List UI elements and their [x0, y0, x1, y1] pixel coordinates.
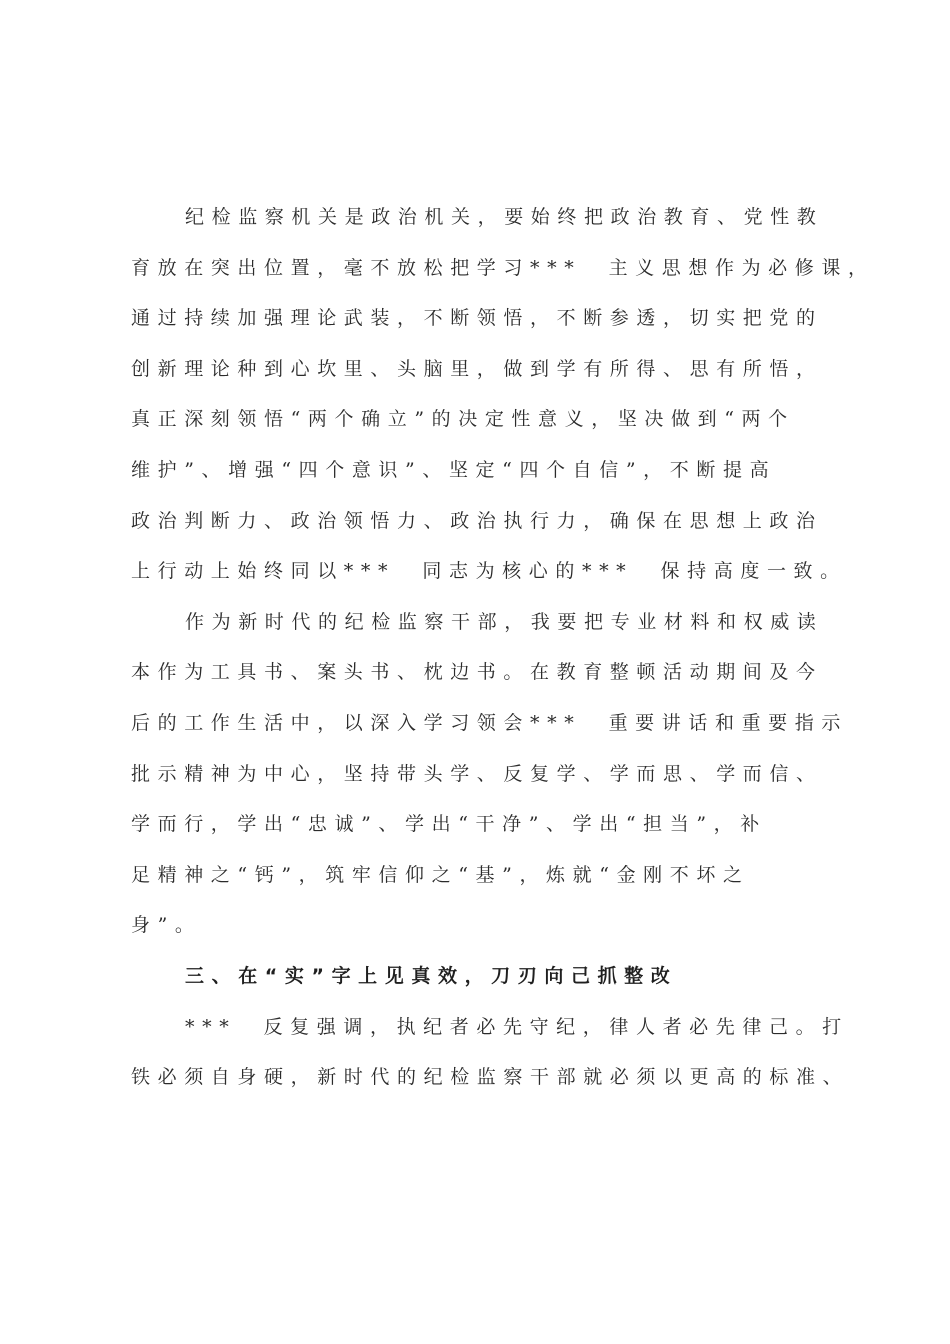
document-body [131, 195, 875, 1106]
text-line: 育放在突出位置，毫不放松把学习*** 主义思想作为必修课， [131, 256, 875, 279]
section-heading: 三、在“实”字上见真效，刀刃向己抓整改 [185, 964, 678, 987]
text-line: 足精神之“钙”，筑牢信仰之“基”，炼就“金刚不坏之 [131, 863, 750, 886]
text-line: 本作为工具书、案头书、枕边书。在教育整顿活动期间及今 [131, 661, 823, 684]
text-line: 身”。 [131, 914, 202, 937]
text-line: *** 反复强调，执纪者必先守纪，律人者必先律己。打 [185, 1015, 849, 1038]
text-line: 维护”、增强“四个意识”、坚定“四个自信”，不断提高 [131, 458, 777, 481]
text-line: 真正深刻领悟“两个确立”的决定性意义，坚决做到“两个 [131, 408, 795, 431]
text-line: 通过持续加强理论武装，不断领悟，不断参透，切实把党的 [131, 307, 823, 330]
text-line: 政治判断力、政治领悟力、政治执行力，确保在思想上政治 [131, 509, 823, 532]
text-line: 上行动上始终同以*** 同志为核心的*** 保持高度一致。 [131, 560, 847, 583]
text-line: 铁必须自身硬，新时代的纪检监察干部就必须以更高的标准、 [131, 1066, 850, 1089]
text-line: 作为新时代的纪检监察干部，我要把专业材料和权威读 [185, 610, 824, 633]
text-line: 后的工作生活中，以深入学习领会*** 重要讲话和重要指示 [131, 711, 848, 734]
text-line: 创新理论种到心坎里、头脑里，做到学有所得、思有所悟， [131, 357, 823, 380]
text-line: 纪检监察机关是政治机关，要始终把政治教育、党性教 [185, 206, 824, 228]
text-line: 批示精神为中心，坚持带头学、反复学、学而思、学而信、 [131, 762, 823, 785]
text-line: 学而行，学出“忠诚”、学出“干净”、学出“担当”，补 [131, 813, 767, 836]
